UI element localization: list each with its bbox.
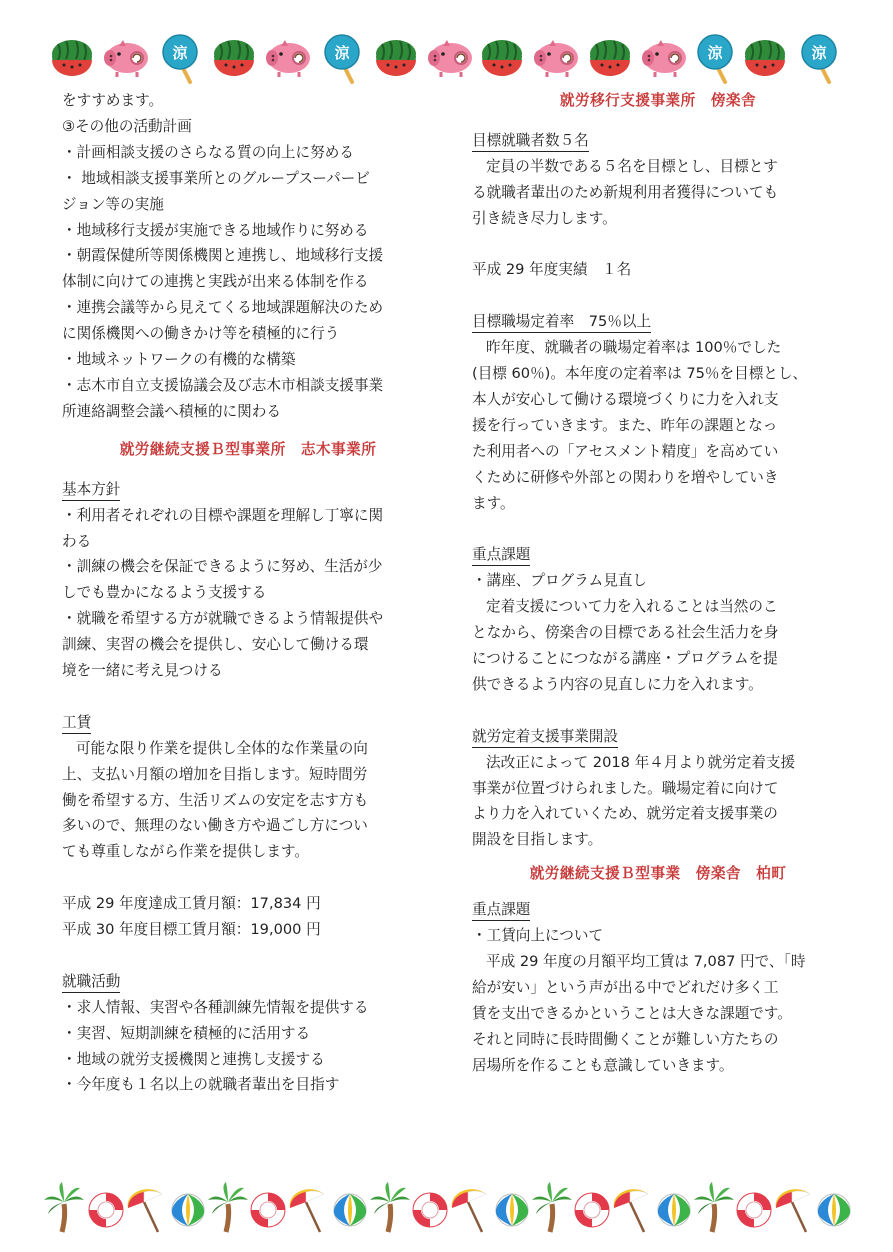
top-decor-band <box>0 30 893 86</box>
beach-ball-icon <box>495 1194 527 1226</box>
bullet-item: ・就職を希望する方が就職できるよう情報提供や <box>62 610 384 628</box>
underlined-subheading: 重点課題 <box>472 544 530 566</box>
paragraph-line: ます。 <box>472 494 515 512</box>
bullet-item: ・ 地域相談支援事業所とのグループスーパービ <box>62 169 370 187</box>
bullet-item: ・求人情報、実習や各種訓練先情報を提供する <box>62 998 369 1016</box>
swim-ring-icon <box>737 1193 771 1227</box>
svg-text:涼: 涼 <box>706 44 723 62</box>
bottom-decor-svg <box>42 1180 852 1236</box>
watermelon-icon <box>745 40 785 76</box>
right-column <box>472 88 844 1078</box>
uchiwa-fan-icon <box>325 35 359 82</box>
paragraph-line: くために研修や外部との関わりを増やしていき <box>472 468 779 486</box>
swim-ring-icon <box>89 1193 123 1227</box>
beach-umbrella-icon <box>613 1189 647 1232</box>
svg-text:涼: 涼 <box>171 44 188 62</box>
paragraph-line: 平成 29 年度の月額平均工賃は 7,087 円で、「時 <box>486 952 806 970</box>
palm-tree-icon <box>208 1182 248 1232</box>
bullet-item: ・今年度も１名以上の就職者輩出を目指す <box>62 1076 340 1094</box>
paragraph-line: 法改正によって 2018 年４月より就労定着支援 <box>486 753 796 771</box>
paragraph-line: 昨年度、就職者の職場定着率は 100％でした <box>486 339 782 357</box>
underlined-subheading: 目標職場定着率 75％以上 <box>472 311 651 333</box>
beach-umbrella-icon <box>127 1189 161 1232</box>
text-line: に関係機関への働きかけ等を積極的に行う <box>62 325 340 343</box>
wage-achieved: 平成 29 年度達成工賃月額：17,834 円 <box>62 895 321 913</box>
uchiwa-fan-icon <box>802 35 836 82</box>
underlined-subheading: 就労定着支援事業開設 <box>472 726 618 748</box>
paragraph-line: より力を入れていくため、就労定着支援事業の <box>472 805 778 823</box>
bullet-item: ・実習、短期訓練を積極的に活用する <box>62 1024 311 1042</box>
paragraph-line: 援を行っていきます。また、昨年の課題となっ <box>472 416 778 434</box>
section-heading-migration: 就労移行支援事業所 傍楽舎 <box>559 92 757 109</box>
svg-text:涼: 涼 <box>810 44 827 62</box>
text-line: わる <box>62 532 92 550</box>
bullet-item: ・地域ネットワークの有機的な構築 <box>62 351 296 369</box>
text-line: をすすめます。 <box>62 92 164 109</box>
underlined-subheading: 就職活動 <box>62 971 120 993</box>
text-line: 境を一緒に考え見つける <box>62 662 223 680</box>
bullet-item: ・地域移行支援が実施できる地域作りに努める <box>62 221 369 239</box>
paragraph-line: 居場所を作ることも意識していきます。 <box>472 1056 734 1074</box>
text-line: 体制に向けての連携と実践が出来る体制を作る <box>62 273 369 291</box>
paragraph-line: た利用者への「アセスメント精度」を高めてい <box>472 442 779 460</box>
bullet-item: ・講座、プログラム見直し <box>472 572 647 590</box>
bullet-item: ・連携会議等から見えてくる地域課題解決のため <box>62 299 384 317</box>
paragraph-line: それと同時に長時間働くことが難しい方たちの <box>472 1030 779 1048</box>
watermelon-icon <box>590 40 630 76</box>
palm-tree-icon <box>694 1182 734 1232</box>
bullet-item: ・工賃向上について <box>472 927 604 945</box>
paragraph-line: 働を希望する方、生活リズムの安定を志す方も <box>62 791 369 809</box>
result-line: 平成 29 年度実績 １名 <box>472 261 632 279</box>
underlined-subheading: 目標就職者数５名 <box>472 130 589 152</box>
section-heading-shiki: 就労継続支援Ｂ型事業所 志木事業所 <box>119 440 377 458</box>
bullet-item: ・計画相談支援のさらなる質の向上に努める <box>62 143 354 161</box>
underlined-subheading: 基本方針 <box>62 479 120 501</box>
paragraph-line: ても尊重しながら作業を提供します。 <box>62 843 309 861</box>
pig-coil-icon <box>642 40 686 77</box>
paragraph-line: 供できるよう内容の見直しに力を入れます。 <box>472 675 763 693</box>
beach-ball-icon <box>657 1194 689 1226</box>
paragraph-line: 多いので、無理のない働き方や過ごし方につい <box>62 817 368 835</box>
watermelon-icon <box>482 40 522 76</box>
bullet-item: ・訓練の機会を保証できるように努め、生活が少 <box>62 558 383 576</box>
left-column <box>62 88 434 1098</box>
text-line: しでも豊かになるよう支援する <box>62 584 267 602</box>
watermelon-icon <box>376 40 416 76</box>
swim-ring-icon <box>575 1193 609 1227</box>
paragraph-line: 給が安い」という声が出る中でどれだけ多く工 <box>472 978 779 996</box>
paragraph-line: 本人が安心して働ける環境づくりに力を入れ支 <box>472 390 779 408</box>
underlined-subheading: 重点課題 <box>472 899 530 921</box>
bottom-decor-band <box>0 1180 893 1236</box>
paragraph-line: 賃を支出できるかということは大きな課題です。 <box>472 1004 792 1022</box>
uchiwa-fan-icon <box>163 35 197 82</box>
palm-tree-icon <box>370 1182 410 1232</box>
palm-tree-icon <box>532 1182 572 1232</box>
bullet-item: ・志木市自立支援協議会及び志木市相談支援事業 <box>62 376 384 394</box>
swim-ring-icon <box>413 1193 447 1227</box>
swim-ring-icon <box>251 1193 285 1227</box>
palm-tree-icon <box>44 1182 84 1232</box>
bullet-item: ・利用者それぞれの目標や課題を理解し丁寧に関 <box>62 506 384 524</box>
paragraph-line: る就職者輩出のため新規利用者獲得についても <box>472 183 779 201</box>
beach-ball-icon <box>817 1194 849 1226</box>
watermelon-icon <box>214 40 254 76</box>
paragraph-line: 上、支払い月額の増加を目指します。短時間労 <box>62 765 368 783</box>
pig-coil-icon <box>428 40 472 77</box>
paragraph-line: 定着支援について力を入れることは当然のこ <box>486 598 778 616</box>
text-line: 所連絡調整会議へ積極的に関わる <box>62 402 281 420</box>
beach-umbrella-icon <box>289 1189 323 1232</box>
paragraph-line: となから、傍楽舎の目標である社会生活力を身 <box>472 624 779 642</box>
top-decor-svg <box>47 30 847 86</box>
paragraph-line: 開設を目指します。 <box>472 831 603 849</box>
watermelon-icon <box>52 40 92 76</box>
beach-umbrella-icon <box>775 1189 809 1232</box>
wage-target: 平成 30 年度目標工賃月額：19,000 円 <box>62 921 321 939</box>
beach-ball-icon <box>333 1194 365 1226</box>
pig-coil-icon <box>104 40 148 77</box>
beach-ball-icon <box>171 1194 203 1226</box>
paragraph-line: 定員の半数である５名を目標とし、目標とす <box>486 157 778 175</box>
pig-coil-icon <box>534 40 578 77</box>
text-line: 訓練、実習の機会を提供し、安心して働ける環 <box>62 636 369 654</box>
paragraph-line: 引き続き尽力します。 <box>472 209 617 227</box>
paragraph-line: 可能な限り作業を提供し全体的な作業量の向 <box>76 739 368 757</box>
svg-text:涼: 涼 <box>333 44 350 62</box>
underlined-subheading: 工賃 <box>62 712 91 734</box>
bullet-item: ・地域の就労支援機関と連携し支援する <box>62 1050 325 1068</box>
text-line: ジョン等の実施 <box>62 195 164 213</box>
beach-umbrella-icon <box>451 1189 485 1232</box>
paragraph-line: (目標 60％)。本年度の定着率は 75％を目標とし、 <box>472 365 808 383</box>
paragraph-line: につけることにつながる講座・プログラムを提 <box>472 649 778 667</box>
section-heading-kashiwacho: 就労継続支援Ｂ型事業 傍楽舎 柏町 <box>529 865 787 883</box>
bullet-item: ・朝霞保健所等関係機関と連携し、地域移行支援 <box>62 247 384 265</box>
section-subheading: ③その他の活動計画 <box>62 117 192 135</box>
paragraph-line: 事業が位置づけられました。職場定着に向けて <box>472 779 779 797</box>
uchiwa-fan-icon <box>698 35 732 82</box>
pig-coil-icon <box>266 40 310 77</box>
